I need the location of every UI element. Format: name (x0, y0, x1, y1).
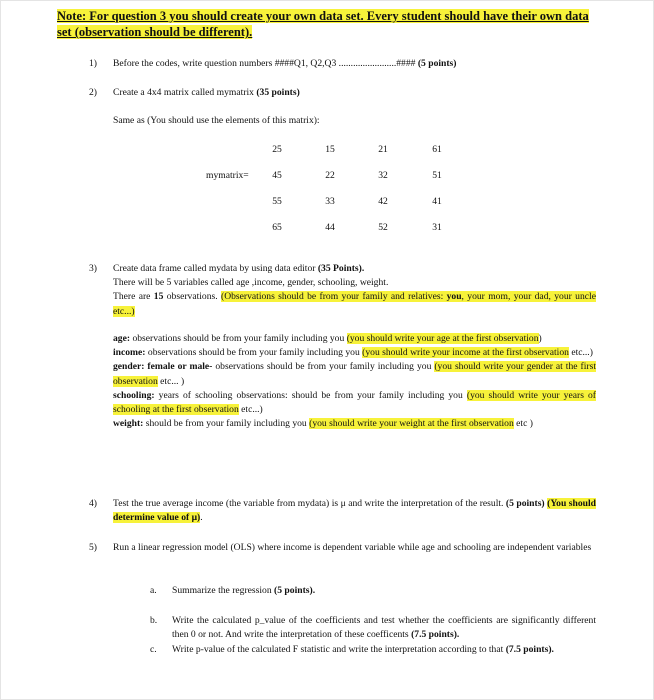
question-1-points: (5 points) (417, 58, 457, 69)
variable-weight-highlight: (you should write your weight at the first observation (309, 418, 514, 430)
question-2-instruction: Create a 4x4 matrix called mymatrix (113, 87, 254, 98)
variable-descriptions (113, 332, 596, 431)
question-4-points: (5 points) (505, 498, 545, 509)
question-5a-instruction: Summarize the regression (172, 585, 272, 596)
observation-count-prefix: There are (113, 291, 154, 303)
matrix-cell: 61 (432, 144, 442, 155)
question-3-line-1 (113, 262, 596, 276)
variable-age-label: age: (113, 333, 131, 344)
question-5c-text (172, 643, 596, 657)
question-4-number: 4) (89, 498, 97, 509)
matrix-cell: 55 (272, 196, 282, 207)
variable-weight-end: etc ) (513, 418, 533, 430)
matrix-cell: 31 (432, 222, 442, 233)
variable-schooling (113, 389, 596, 417)
question-1-number: 1) (89, 58, 97, 69)
question-1-instruction: Before the codes, write question numbers ####Q1, Q2,Q3 ........................#### (113, 58, 416, 69)
question-5b-number: b. (150, 615, 158, 626)
question-5c-number: c. (150, 644, 157, 655)
question-5-number: 5) (89, 542, 97, 553)
note-text: Note: For question 3 you should create your own data set. Every student should have their own data set (observation should be different). (57, 9, 589, 40)
observation-highlight-rest: , your mom, your dad, your uncle etc...) (113, 291, 596, 317)
question-4-text (113, 497, 596, 525)
variable-age (113, 332, 596, 346)
variable-weight-label: weight: (113, 418, 144, 430)
variable-schooling-highlight: (you should write your years of schooling at the first observation (113, 389, 597, 416)
question-4-paragraph (113, 497, 596, 525)
variable-gender-highlight: (you should write your gender at the first observation (113, 361, 596, 387)
variable-income (113, 346, 596, 360)
observation-count-suffix: observations. (163, 291, 221, 303)
variable-weight (113, 417, 596, 431)
variable-gender (113, 360, 596, 388)
matrix-label: mymatrix= (206, 170, 249, 181)
variable-income-end: etc...) (568, 347, 593, 359)
matrix-cell: 15 (325, 144, 335, 155)
variable-gender-end: etc... ) (157, 375, 185, 387)
question-4-end: . (200, 512, 203, 524)
matrix-cell: 41 (432, 196, 442, 207)
matrix-cell: 45 (272, 170, 282, 181)
variable-schooling-text: years of schooling observations: should be from your family including you (154, 389, 467, 401)
question-3-intro (113, 262, 596, 319)
question-5b-text (172, 614, 596, 642)
matrix-cell: 42 (378, 196, 388, 207)
observation-highlight-you: you (446, 291, 462, 303)
question-3-instruction: Create data frame called mydata by using data editor (113, 263, 316, 274)
question-3-line-2: There will be 5 variables called age ,income, gender, schooling, weight. (113, 277, 389, 289)
matrix-cell: 25 (272, 144, 282, 155)
matrix-cell: 44 (325, 222, 335, 233)
assignment-note (57, 8, 597, 41)
question-5-paragraph: Run a linear regression model (OLS) where income is dependent variable while age and schooling are independent variables (113, 542, 592, 553)
matrix-cell: 52 (378, 222, 388, 233)
question-5b-points: (7.5 points). (411, 629, 460, 641)
question-5b-instruction: Write the calculated p_value of the coefficients and test whether the coefficients are significantly different then 0 or not. And write the interpretation of these coefficents (172, 615, 596, 641)
question-3-points: (35 Points). (317, 263, 365, 274)
question-1-text (113, 57, 457, 71)
variable-income-label: income: (113, 347, 146, 359)
question-2-points: (35 points) (256, 87, 300, 98)
variable-age-highlight: (you should write your age at the first observation (346, 333, 539, 344)
matrix-cell: 51 (432, 170, 442, 181)
question-5a-points: (5 points). (274, 585, 316, 596)
question-5a-number: a. (150, 585, 157, 596)
question-5c-points: (7.5 points). (505, 644, 554, 655)
variable-schooling-label: schooling: (113, 389, 155, 401)
matrix-cell: 22 (325, 170, 335, 181)
question-4-highlight: (You should determine value of μ) (113, 498, 596, 524)
question-5a-text (172, 584, 596, 598)
matrix-cell: 33 (325, 196, 335, 207)
matrix-cell: 65 (272, 222, 282, 233)
matrix-cell: 21 (378, 144, 388, 155)
question-3-line-3 (113, 290, 596, 318)
variable-income-text: observations should be from your family including you (145, 347, 363, 359)
variable-weight-text: should be from your family including you (143, 418, 310, 430)
variable-gender-label: gender: female or male- (113, 361, 213, 373)
matrix-cell: 32 (378, 170, 388, 181)
variable-gender-text: observations should be from your family including you (212, 361, 435, 373)
question-5-text (113, 541, 596, 555)
question-2-text (113, 86, 300, 100)
question-2-same-as: Same as (You should use the elements of this matrix): (113, 115, 320, 126)
variable-age-text: observations should be from your family including you (130, 333, 347, 344)
question-5c-instruction: Write p-value of the calculated F statistic and write the interpretation according to that (172, 644, 504, 655)
variable-income-highlight: (you should write your income at the first observation (362, 347, 569, 359)
variable-age-end: ) (538, 333, 542, 344)
question-4-instruction: Test the true average income (the variable from mydata) is μ and write the interpretation of the result. (113, 498, 506, 509)
observation-count: 15 (153, 291, 164, 303)
question-3-number: 3) (89, 263, 97, 274)
question-2-number: 2) (89, 87, 97, 98)
variable-schooling-end: etc...) (238, 404, 263, 416)
observation-highlight-text: (Observations should be from your family and relatives: (221, 291, 447, 303)
